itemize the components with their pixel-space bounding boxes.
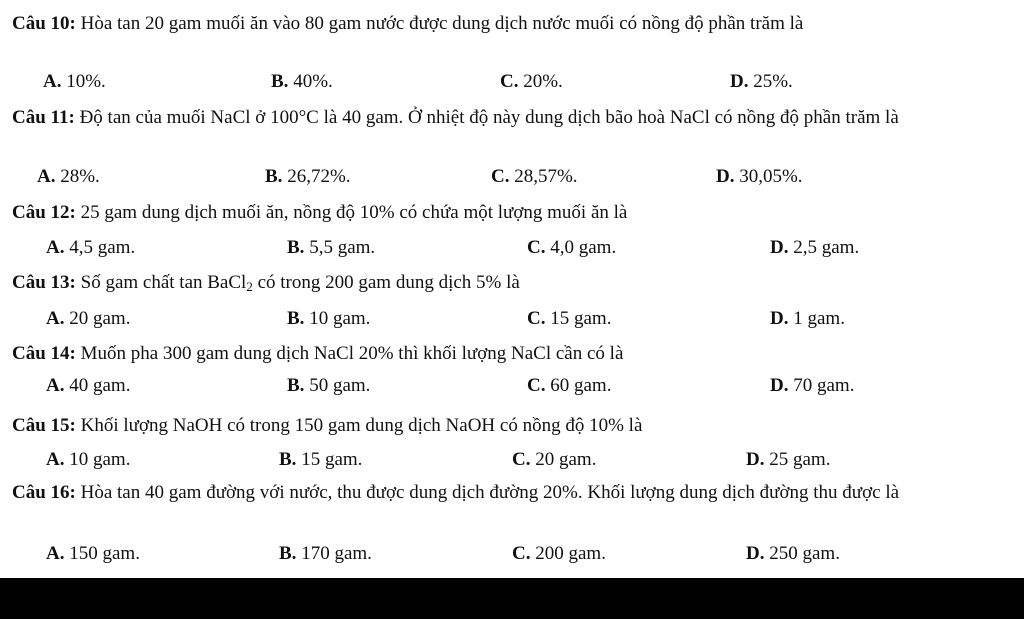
question-label: Câu 14: <box>12 343 76 364</box>
question-label: Câu 12: <box>12 202 76 223</box>
options-row-12 <box>0 234 1024 262</box>
question-14 <box>12 340 623 367</box>
option-a: A. 20 gam. <box>46 308 131 329</box>
option-a: A. 4,5 gam. <box>46 237 136 258</box>
option-b: B. 40%. <box>271 71 333 92</box>
question-label: Câu 11: <box>12 107 75 128</box>
options-row-14 <box>0 372 1024 400</box>
option-b: B. 10 gam. <box>287 308 371 329</box>
option-a: A. 28%. <box>37 166 100 187</box>
question-label: Câu 15: <box>12 415 76 436</box>
options-row-13 <box>0 305 1024 333</box>
question-text: Hòa tan 20 gam muối ăn vào 80 gam nước được dung dịch nước muối có nồng độ phần trăm là <box>75 13 804 34</box>
option-d: D. 1 gam. <box>770 308 845 329</box>
question-text: Hòa tan 40 gam đường với nước, thu được dung dịch đường 20%. Khối lượng dung dịch đường thu được là <box>75 482 900 503</box>
option-c: C. 20%. <box>500 71 563 92</box>
option-a: A. 40 gam. <box>46 375 131 396</box>
options-row-15 <box>0 446 1024 474</box>
option-c: C. 200 gam. <box>512 543 606 564</box>
option-b: B. 170 gam. <box>279 543 372 564</box>
question-text: 25 gam dung dịch muối ăn, nồng độ 10% có chứa một lượng muối ăn là <box>75 202 628 223</box>
option-c: C. 28,57%. <box>491 166 578 187</box>
question-text: Khối lượng NaOH có trong 150 gam dung dịch NaOH có nồng độ 10% là <box>75 415 643 436</box>
question-label: Câu 10: <box>12 13 76 34</box>
option-b: B. 26,72%. <box>265 166 351 187</box>
question-text: có trong 200 gam dung dịch 5% là <box>252 272 520 293</box>
option-d: D. 25 gam. <box>746 449 831 470</box>
options-row-11 <box>0 163 1024 191</box>
question-10 <box>12 10 1015 37</box>
question-13 <box>12 269 520 296</box>
option-b: B. 15 gam. <box>279 449 363 470</box>
option-d: D. 25%. <box>730 71 793 92</box>
question-label: Câu 13: <box>12 272 76 293</box>
question-11 <box>12 104 1015 131</box>
question-text: Muốn pha 300 gam dung dịch NaCl 20% thì khối lượng NaCl cần có là <box>75 343 624 364</box>
option-b: B. 5,5 gam. <box>287 237 376 258</box>
option-a: A. 10 gam. <box>46 449 131 470</box>
question-text: Độ tan của muối NaCl ở 100°C là 40 gam. Ở nhiệt độ này dung dịch bão hoà NaCl có nồng độ phần trăm là <box>74 107 899 128</box>
option-b: B. 50 gam. <box>287 375 371 396</box>
option-d: D. 2,5 gam. <box>770 237 860 258</box>
option-d: D. 250 gam. <box>746 543 840 564</box>
option-a: A. 150 gam. <box>46 543 140 564</box>
option-d: D. 30,05%. <box>716 166 803 187</box>
option-c: C. 15 gam. <box>527 308 612 329</box>
option-c: C. 60 gam. <box>527 375 612 396</box>
option-d: D. 70 gam. <box>770 375 855 396</box>
question-16 <box>12 479 1015 506</box>
question-15 <box>12 412 642 439</box>
option-c: C. 4,0 gam. <box>527 237 617 258</box>
question-label: Câu 16: <box>12 482 76 503</box>
subscript: 2 <box>246 279 253 294</box>
options-row-16 <box>0 540 1024 568</box>
option-a: A. 10%. <box>43 71 106 92</box>
options-row-10 <box>0 68 1024 96</box>
question-text: Số gam chất tan BaCl <box>75 272 247 293</box>
option-c: C. 20 gam. <box>512 449 597 470</box>
question-12 <box>12 199 627 226</box>
